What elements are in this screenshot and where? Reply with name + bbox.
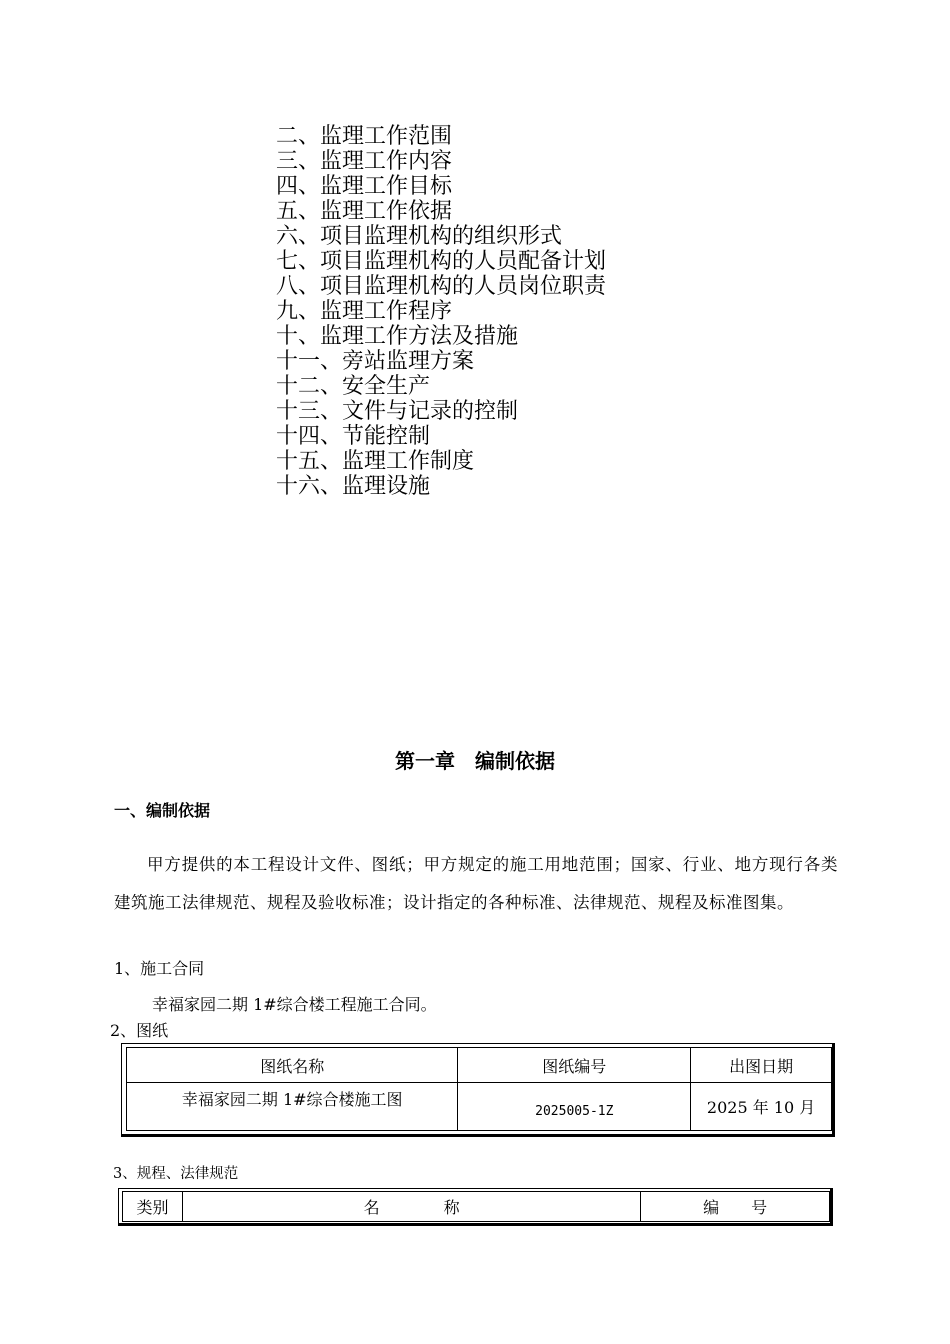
table-cell: 2025005-1Z xyxy=(458,1083,691,1131)
subsection-codes-title: 3、规程、法律规范 xyxy=(113,1166,239,1182)
toc-item: 十、监理工作方法及措施 xyxy=(276,324,519,349)
toc-item: 十四、节能控制 xyxy=(276,424,431,449)
subsection-contract-title: 1、施工合同 xyxy=(114,959,205,978)
header-cell: 类别 xyxy=(123,1192,183,1222)
toc-item: 八、项目监理机构的人员岗位职责 xyxy=(276,274,607,299)
header-cell: 图纸编号 xyxy=(458,1048,691,1083)
codes-table-frame xyxy=(118,1188,833,1226)
contract-text: 幸福家园二期 1#综合楼工程施工合同。 xyxy=(152,995,437,1014)
codes-table xyxy=(122,1191,830,1222)
toc-item: 九、监理工作程序 xyxy=(276,299,453,324)
table-header-row xyxy=(123,1192,830,1222)
header-cell: 名 称 xyxy=(182,1192,640,1222)
toc-item: 七、项目监理机构的人员配备计划 xyxy=(276,249,607,274)
table-header-row xyxy=(127,1048,832,1083)
section-title: 一、编制依据 xyxy=(114,801,211,820)
toc-item: 十三、文件与记录的控制 xyxy=(276,399,519,424)
basis-paragraph: 甲方提供的本工程设计文件、图纸；甲方规定的施工用地范围；国家、行业、地方现行各类建筑施工法律规范、规程及验收标准；设计指定的各种标准、法律规范、规程及标准图集。 xyxy=(114,855,838,912)
header-cell: 出图日期 xyxy=(691,1048,832,1083)
subsection-drawings-title: 2、图纸 xyxy=(110,1021,169,1040)
toc-item: 二、监理工作范围 xyxy=(276,124,453,149)
chapter-title: 第一章 编制依据 xyxy=(395,749,555,773)
table-cell: 2025 年 10 月 xyxy=(691,1083,832,1131)
header-cell: 图纸名称 xyxy=(127,1048,458,1083)
drawings-table-frame xyxy=(121,1043,835,1137)
toc-item: 十五、监理工作制度 xyxy=(276,449,475,474)
toc-item: 十六、监理设施 xyxy=(276,474,431,499)
table-cell: 幸福家园二期 1#综合楼施工图 xyxy=(127,1083,458,1131)
toc-item: 十二、安全生产 xyxy=(276,374,431,399)
drawings-table xyxy=(126,1047,832,1131)
toc-item: 六、项目监理机构的组织形式 xyxy=(276,224,563,249)
toc-item: 四、监理工作目标 xyxy=(276,174,453,199)
toc-item: 十一、旁站监理方案 xyxy=(276,349,475,374)
toc-item: 三、监理工作内容 xyxy=(276,149,453,174)
table-of-contents xyxy=(276,124,606,499)
header-cell: 编 号 xyxy=(641,1192,830,1222)
toc-item: 五、监理工作依据 xyxy=(276,199,453,224)
table-row xyxy=(127,1083,832,1131)
